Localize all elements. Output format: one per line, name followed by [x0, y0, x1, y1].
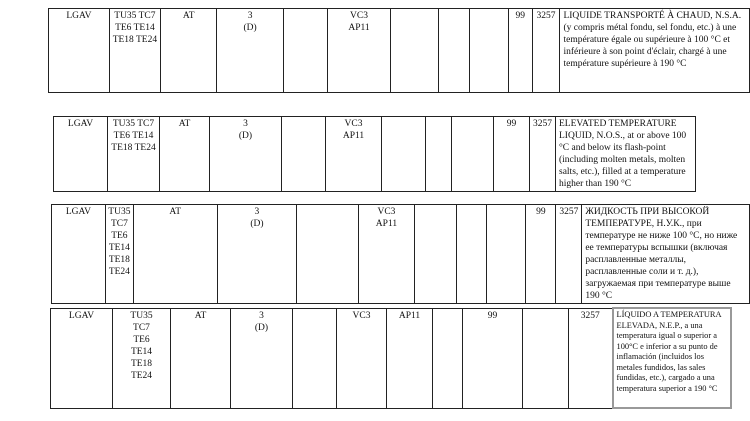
special-provisions-cell: TU35 TC7 TE6 TE14 TE18 TE24 [113, 308, 171, 408]
empty-cell [390, 9, 438, 93]
ratings-row-russian [51, 204, 750, 304]
empty-cell [426, 117, 452, 192]
tank-code-cell: LGAV [51, 308, 113, 408]
vehicle-class-cell: AT [160, 9, 217, 93]
un-number-cell: 3257 [569, 308, 613, 408]
description-cell: LÍQUIDO A TEMPERATURA ELEVADA, N.E.P., a una temperatura igual o superior a 100°C e inferior a su punto de inflamación (incluidos los metales fundidos, las sales fundidas, etc.), cargado a una temperatura superior a 190 °C [613, 308, 731, 408]
tank-code-cell: LGAV [52, 205, 106, 304]
un-number-cell: 3257 [530, 117, 556, 192]
empty-cell [456, 205, 486, 304]
vehicle-class-cell: AT [133, 205, 217, 304]
empty-cell [382, 117, 426, 192]
hazard-id-cell: 99 [526, 205, 556, 304]
carriage-provisions-cell: VC3 AP11 [326, 117, 382, 192]
empty-cell [414, 205, 456, 304]
tank-code-cell: LGAV [49, 9, 110, 93]
transport-category-cell: 3 (D) [231, 308, 293, 408]
description-cell: LIQUIDE TRANSPORTÉ À CHAUD, N.S.A. (y compris métal fondu, sel fondu, etc.) à une température égale ou supérieure à 100 °C et inférieure à son point d'éclair, chargé à une température supérieure à 190 °C [560, 9, 750, 93]
hazard-id-cell: 99 [508, 9, 532, 93]
empty-cell [297, 205, 359, 304]
ratings-row-french [48, 8, 750, 93]
empty-cell [523, 308, 569, 408]
transport-category-cell: 3 (D) [217, 205, 297, 304]
empty-cell [283, 9, 328, 93]
hazard-id-cell: 99 [463, 308, 523, 408]
empty-cell [433, 308, 463, 408]
empty-cell [439, 9, 470, 93]
empty-cell [452, 117, 494, 192]
transport-category-cell: 3 (D) [210, 117, 282, 192]
description-cell: ELEVATED TEMPERATURE LIQUID, N.O.S., at or above 100 °C and below its flash-point (including molten metals, molten salts, etc.), filled at a temperature higher than 190 °C [556, 117, 696, 192]
description-cell: ЖИДКОСТЬ ПРИ ВЫСОКОЙ ТЕМПЕРАТУРЕ, Н.У.К., при температуре не ниже 100 °С, но ниже ее температуры вспышки (включая расплавленные металлы, расплавленные соли и т. д.), загружаемая при температуре выше 190 °С [582, 205, 750, 304]
empty-cell [470, 9, 509, 93]
special-provisions-cell: TU35 TC7 TE6 TE14 TE18 TE24 [109, 9, 160, 93]
ratings-row-spanish [50, 307, 732, 409]
un-number-cell: 3257 [532, 9, 560, 93]
carriage-provisions-cell: VC3 AP11 [359, 205, 415, 304]
un-number-cell: 3257 [556, 205, 582, 304]
carriage-provisions-cell: VC3 [337, 308, 387, 408]
vehicle-class-cell: AT [171, 308, 231, 408]
carriage-provisions-cell-2: AP11 [387, 308, 433, 408]
vehicle-class-cell: AT [160, 117, 210, 192]
empty-cell [282, 117, 326, 192]
empty-cell [293, 308, 337, 408]
tank-code-cell: LGAV [54, 117, 108, 192]
carriage-provisions-cell: VC3 AP11 [328, 9, 391, 93]
ratings-row-english [53, 116, 696, 192]
special-provisions-cell: TU35 TC7 TE6 TE14 TE18 TE24 [105, 205, 133, 304]
transport-category-cell: 3 (D) [217, 9, 283, 93]
empty-cell [486, 205, 526, 304]
hazard-id-cell: 99 [494, 117, 530, 192]
special-provisions-cell: TU35 TC7 TE6 TE14 TE18 TE24 [108, 117, 160, 192]
